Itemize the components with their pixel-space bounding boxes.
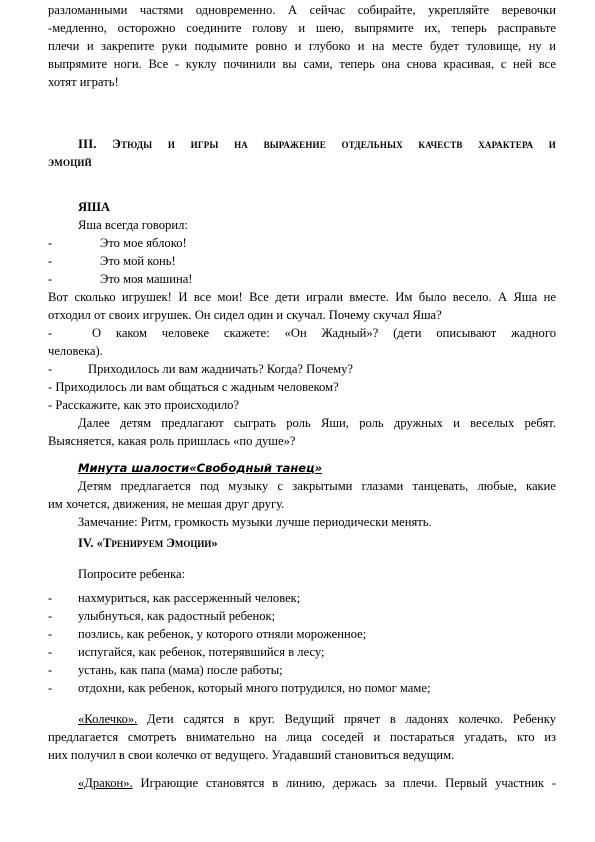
intro-line-1: разломанными частями одновременно. А сейчас собирайте, укрепляйте веревочки xyxy=(48,3,556,17)
dash-marker: - xyxy=(48,362,53,376)
yasha-question-1-line-1: О каком человеке скажете: «Он Жадный»? (дети описывают жадного xyxy=(92,326,556,340)
yasha-quote-1: Это мое яблоко! xyxy=(100,236,187,250)
intro-line-2: -медленно, осторожно соедините голову и шею, выпрямите их, теперь расправьте xyxy=(48,21,556,35)
dash-marker: - xyxy=(48,681,53,695)
yasha-role-line-2: Выясняется, какая роль пришлась «по душе»? xyxy=(48,434,296,448)
dash-marker: - xyxy=(48,236,53,250)
yasha-question-4: - Расскажите, как это происходило? xyxy=(48,398,240,412)
dash-marker: - xyxy=(48,609,53,623)
yasha-title: ЯША xyxy=(78,200,111,214)
dragon-game-name: «Дракон». xyxy=(78,776,133,790)
emotion-item-2: улыбнуться, как радостный ребенок; xyxy=(78,609,276,623)
yasha-intro: Яша всегда говорил: xyxy=(78,218,188,232)
ring-line-3: них получил в свои колечко от ведущего. Угадавший становиться ведущим. xyxy=(48,748,455,762)
intro-line-4: выпрямите ноги. Все - куклу починили вы сами, теперь она снова красивая, с ней все xyxy=(48,57,556,71)
section-4-heading: IV. «Тренируем Эмоции» xyxy=(78,536,218,550)
dash-marker: - xyxy=(48,627,53,641)
minute-line-2: им хочется, движения, не мешая друг другу. xyxy=(48,497,285,511)
minute-title-row xyxy=(78,460,556,477)
dash-marker: - xyxy=(48,272,53,286)
ring-game-name: «Колечко». xyxy=(78,712,138,726)
minute-line-3: Замечание: Ритм, громкость музыки лучше периодически менять. xyxy=(78,515,432,529)
yasha-quote-3: Это моя машина! xyxy=(100,272,193,286)
yasha-question-2: Приходилось ли вам жадничать? Когда? Почему? xyxy=(88,362,354,376)
yasha-question-1-line-2: человека). xyxy=(48,344,103,358)
emotion-item-3: позлись, как ребенок, у которого отняли мороженное; xyxy=(78,627,367,641)
minute-line-1: Детям предлагается под музыку с закрытыми глазами танцевать, любые, какие xyxy=(78,479,556,493)
intro-line-3: плечи и закрепите руки подымите ровно и глубоко и на месте будет туловище, ну и xyxy=(48,39,556,53)
emotion-item-5: устань, как папа (мама) после работы; xyxy=(78,663,283,677)
emotion-item-6: отдохни, как ребенок, который много потрудился, но помог маме; xyxy=(78,681,431,695)
section-4-ask: Попросите ребенка: xyxy=(78,567,186,581)
ring-line-2: предлагается смотреть внимательно на лица соседей и постараться угадать, кто из xyxy=(48,730,556,744)
yasha-paragraph-line-1: Вот сколько игрушек! И все мои! Все дети играли вместе. Им было весело. А Яша не xyxy=(48,290,556,304)
yasha-paragraph-line-2: отходил от своих игрушек. Он сидел один и скучал. Почему скучал Яша? xyxy=(48,308,442,322)
emotion-item-1: нахмуриться, как рассерженный человек; xyxy=(78,591,301,605)
dragon-line-1-text: Играющие становятся в линию, держась за плечи. Первый участник - xyxy=(132,776,556,790)
yasha-quote-2: Это мой конь! xyxy=(100,254,176,268)
yasha-question-3: - Приходилось ли вам общаться с жадным человеком? xyxy=(48,380,339,394)
dash-marker: - xyxy=(48,645,53,659)
section-3-heading-line-2: эмоций xyxy=(48,155,92,169)
dash-marker: - xyxy=(48,254,53,268)
dash-marker: - xyxy=(48,591,53,605)
ring-line-1-text: Дети садятся в круг. Ведущий прячет в ладонях колечко. Ребенку xyxy=(137,712,556,726)
dragon-line-1 xyxy=(78,775,556,792)
ring-line-1 xyxy=(78,711,556,728)
emotion-item-4: испугайся, как ребенок, потерявшийся в лесу; xyxy=(78,645,325,659)
yasha-role-line-1: Далее детям предлагают сыграть роль Яши, роль дружных и веселых ребят. xyxy=(78,416,556,430)
intro-line-5: хотят играть! xyxy=(48,75,119,89)
dash-marker: - xyxy=(48,326,53,340)
section-3-heading-line-1: III. Этюды и игры на выражение отдельных качеств характера и xyxy=(78,137,556,151)
dash-marker: - xyxy=(48,663,53,677)
minute-title: Минута шалости«Свободный танец» xyxy=(78,461,323,475)
